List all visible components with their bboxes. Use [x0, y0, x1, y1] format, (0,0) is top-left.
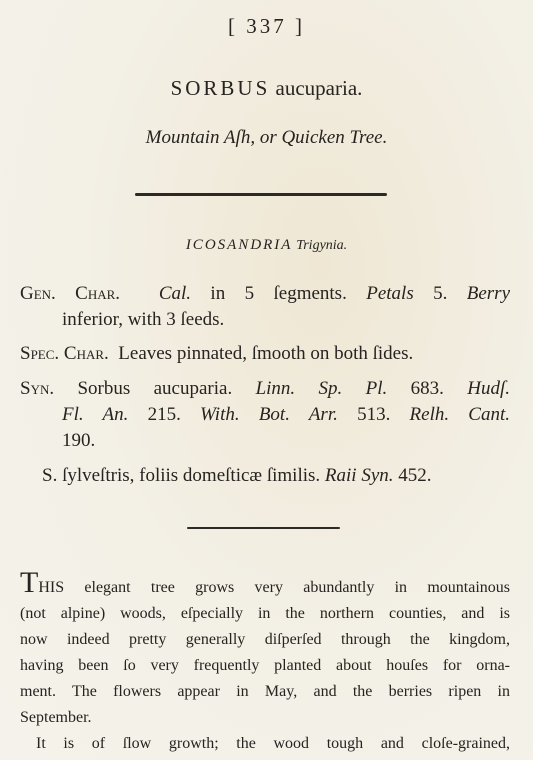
paragraph-line-1	[20, 566, 510, 601]
paragraph-line-6: September.	[20, 709, 92, 726]
page-number: [ 337 ]	[228, 14, 305, 38]
generic-character-line-2: inferior, with 3 ſeeds.	[62, 309, 225, 330]
petals-text: 5.	[413, 283, 467, 304]
generic-character	[20, 281, 510, 333]
syn-ref: Relh. Cant.	[409, 404, 511, 425]
divider-rule-top	[135, 193, 387, 196]
genus-name: SORBUS	[170, 76, 271, 100]
calyx-text: in 5 ſegments.	[191, 283, 367, 304]
calyx-term: Cal.	[158, 283, 192, 304]
synonyms-line-4	[20, 463, 510, 489]
syn-text: 513.	[337, 404, 410, 425]
spec-char-label: Spec. Char.	[20, 343, 109, 364]
gen-char-label: Gen. Char.	[20, 283, 121, 304]
divider-rule-bottom	[187, 527, 340, 529]
syn-ref: Raii Syn.	[324, 465, 394, 486]
description-paragraph	[20, 566, 510, 757]
common-name: Mountain Aſh, or Quicken Tree.	[145, 127, 388, 148]
first-word-rest: HIS	[38, 579, 65, 596]
paragraph-line-5: ment. The flowers appear in May, and the berries ripen in	[20, 683, 510, 700]
linnaean-order: Trigynia.	[296, 238, 348, 253]
species-heading	[0, 76, 533, 101]
paragraph-line-4: having been ſo very frequently planted about houſes for orna-	[20, 657, 510, 674]
drop-cap: T	[20, 566, 39, 599]
specific-character	[20, 341, 510, 367]
berry-term: Berry	[466, 283, 511, 304]
linnaean-class: ICOSANDRIA	[185, 237, 293, 253]
paragraph-line-2: (not alpine) woods, eſpecially in the northern counties, and is	[20, 605, 510, 622]
spec-char-text: Leaves pinnated, ſmooth on both ſides.	[118, 343, 414, 364]
syn-text: 683.	[387, 378, 468, 399]
syn-text: 215.	[128, 404, 201, 425]
generic-character-line-1	[20, 281, 510, 307]
petals-term: Petals	[366, 283, 414, 304]
syn-ref: Hudſ.	[467, 378, 511, 399]
species-epithet: aucuparia.	[275, 76, 363, 100]
syn-ref: Fl. An.	[62, 404, 129, 425]
syn-ref: With. Bot. Arr.	[200, 404, 338, 425]
paragraph-line-3: now indeed pretty generally diſperſed through the kingdom,	[20, 631, 510, 648]
synonyms-line-1	[20, 376, 510, 402]
syn-text: Sorbus aucuparia.	[54, 378, 256, 399]
linnaean-classification	[0, 237, 533, 254]
syn-text: 452.	[393, 465, 432, 486]
paragraph-line-7: It is of ſlow growth; the wood tough and cloſe-grained,	[36, 735, 510, 752]
synonyms-line-3: 190.	[62, 430, 96, 451]
synonyms-line-2	[20, 402, 510, 428]
syn-text: S. ſylveſtris, foliis domeſticæ ſimilis.	[42, 465, 325, 486]
syn-label: Syn.	[20, 378, 55, 399]
syn-ref: Linn. Sp. Pl.	[255, 378, 388, 399]
synonyms	[20, 376, 510, 489]
paragraph-text: elegant tree grows very abundantly in mountainous	[64, 579, 510, 596]
